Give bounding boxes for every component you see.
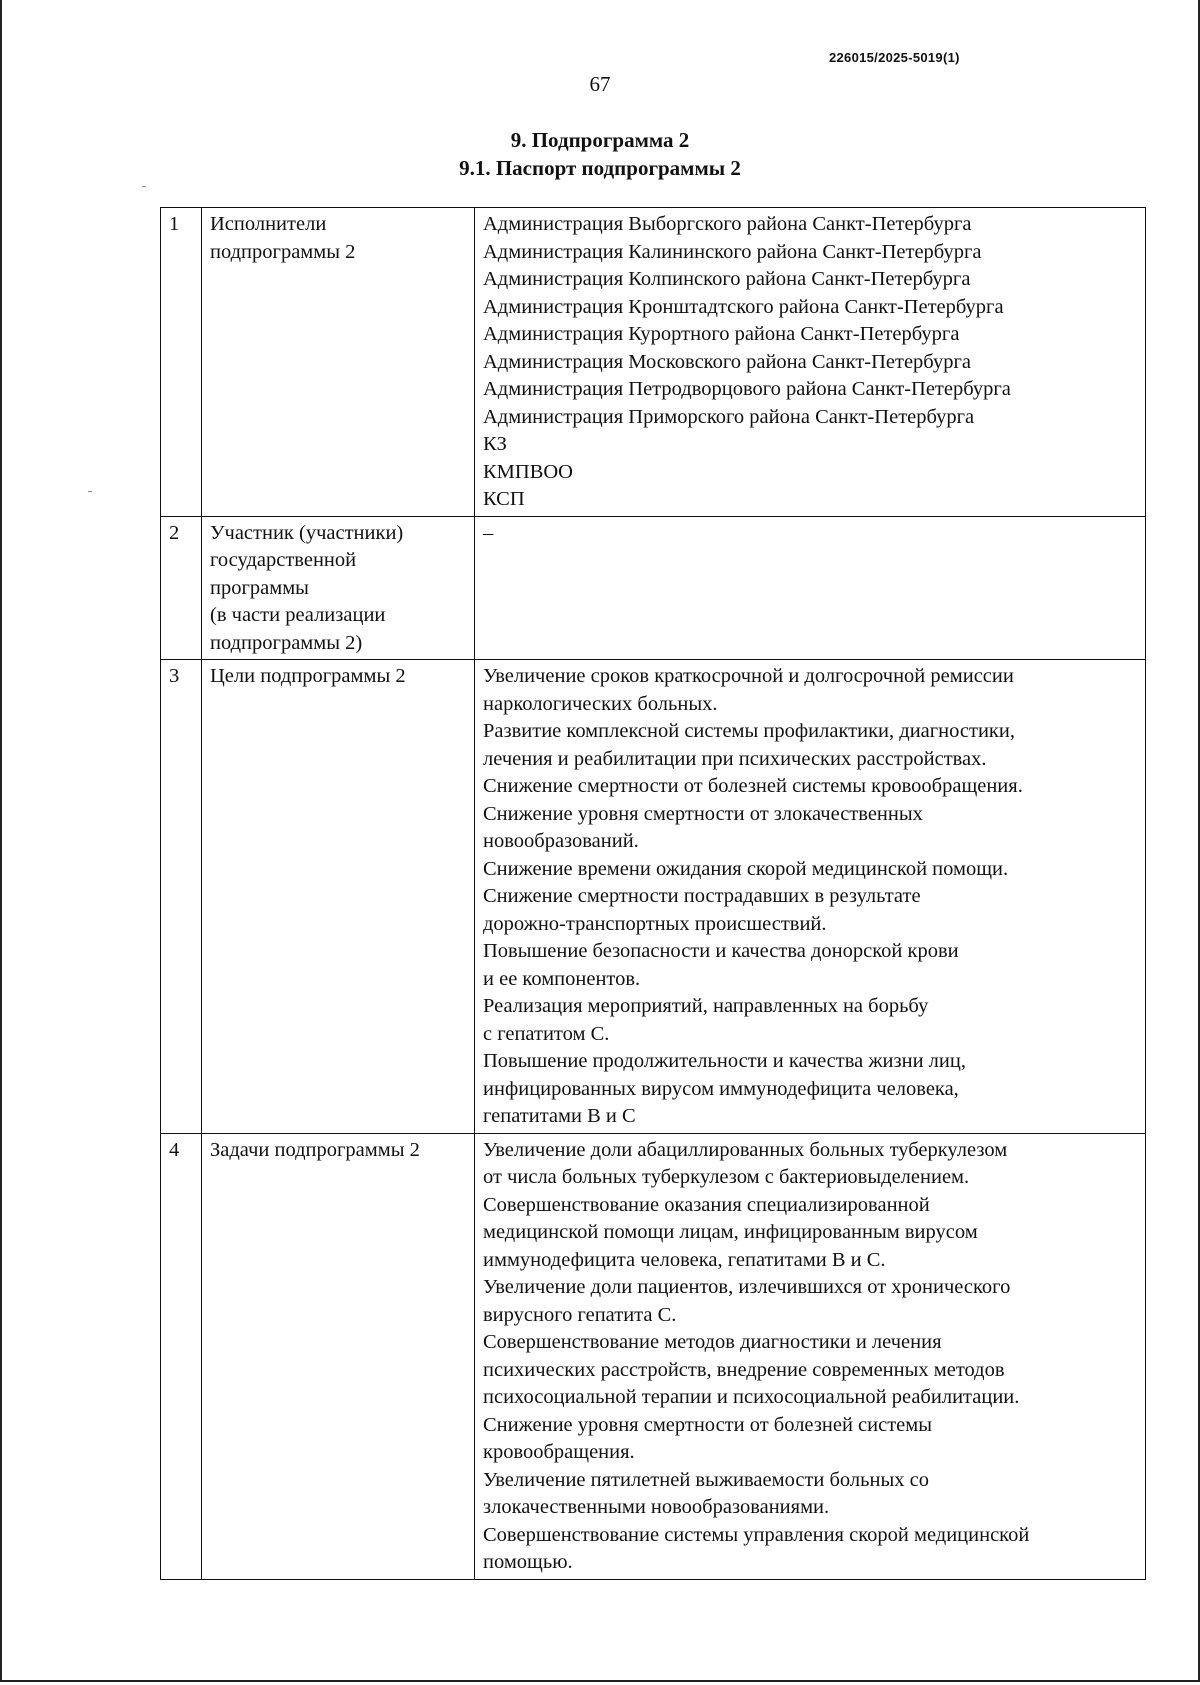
row-value-line: Совершенствование методов диагностики и лечения <box>483 1331 942 1353</box>
row-value-line: Администрация Московского района Санкт-Петербурга <box>483 350 971 373</box>
row-value-line: лечения и реабилитации при психических расстройствах. <box>483 747 987 770</box>
row-value-line: Администрация Кронштадтского района Санкт-Петербурга <box>483 295 1004 318</box>
row-value-line: КСП <box>483 488 525 510</box>
scan-mark <box>142 186 146 187</box>
row-value-line: вирусного гепатита С. <box>483 1303 677 1326</box>
row-value-cell <box>475 660 1146 1134</box>
row-value-line: от числа больных туберкулезом с бактериовыделением. <box>483 1166 970 1188</box>
section-heading: 9. Подпрограмма 2 <box>510 128 690 152</box>
row-value-line: Администрация Калининского района Санкт-Петербурга <box>483 240 982 263</box>
table-row <box>161 1133 1146 1579</box>
passport-table <box>160 207 1146 1580</box>
row-value-line: наркологических больных. <box>483 692 718 715</box>
row-number: 4 <box>161 1133 202 1579</box>
row-number: 2 <box>161 516 202 660</box>
row-value-line: Совершенствование оказания специализированной <box>483 1193 930 1216</box>
row-value-line: кровообращения. <box>483 1441 635 1463</box>
row-value-line: с гепатитом С. <box>483 1022 610 1045</box>
row-number: 1 <box>161 208 202 517</box>
row-value-line: дорожно-транспортных происшествий. <box>483 912 827 935</box>
row-label-line: (в части реализации <box>210 604 386 626</box>
table-row <box>161 516 1146 660</box>
row-value-line: Снижение уровня смертности от болезней системы <box>483 1413 933 1436</box>
row-value-line: гепатитами В и С <box>483 1105 636 1127</box>
row-value-line: – <box>483 521 494 544</box>
row-label-cell <box>202 516 475 660</box>
row-label-line: программы <box>210 576 309 599</box>
row-label-line: Исполнители <box>210 213 327 235</box>
row-value-cell <box>475 516 1146 660</box>
passport-table-body <box>161 208 1146 1580</box>
row-value-line: Повышение продолжительности и качества жизни лиц, <box>483 1050 966 1072</box>
row-label-cell <box>202 660 475 1134</box>
row-label-line: государственной <box>210 549 357 571</box>
row-value-line: Снижение смертности от болезней системы кровообращения. <box>483 775 1023 797</box>
row-number: 3 <box>161 660 202 1134</box>
row-label-line: подпрограммы 2 <box>210 240 356 263</box>
row-value-line: Администрация Приморского района Санкт-Петербурга <box>483 405 975 428</box>
row-value-line: новообразований. <box>483 830 639 852</box>
row-value-line: Увеличение сроков краткосрочной и долгосрочной ремиссии <box>483 665 1014 687</box>
row-value-line: КМПВОО <box>483 460 573 483</box>
row-value-line: психосоциальной терапии и психосоциальной реабилитации. <box>483 1386 1020 1408</box>
row-value-line: Снижение смертности пострадавших в результате <box>483 885 921 907</box>
row-label-cell <box>202 208 475 517</box>
row-value-line: Снижение времени ожидания скорой медицинской помощи. <box>483 857 1009 880</box>
row-value-line: Снижение уровня смертности от злокачественных <box>483 802 923 825</box>
row-value-line: Увеличение пятилетней выживаемости больных со <box>483 1468 929 1491</box>
row-label-cell <box>202 1133 475 1579</box>
row-value-line: злокачественными новообразованиями. <box>483 1496 830 1518</box>
row-label-line: Участник (участники) <box>210 521 404 544</box>
row-value-line: Совершенствование системы управления скорой медицинской <box>483 1523 1030 1546</box>
row-value-line: Администрация Петродворцового района Санкт-Петербурга <box>483 378 1011 400</box>
scan-mark <box>88 491 92 492</box>
row-value-line: и ее компонентов. <box>483 967 641 990</box>
row-value-cell <box>475 208 1146 517</box>
row-value-line: медицинской помощи лицам, инфицированным вирусом <box>483 1221 978 1243</box>
table-row <box>161 208 1146 517</box>
row-value-line: инфицированных вирусом иммунодефицита человека, <box>483 1077 959 1100</box>
row-value-line: Администрация Курортного района Санкт-Петербурга <box>483 323 960 345</box>
row-value-line: КЗ <box>483 433 507 455</box>
row-label-line: Цели подпрограммы 2 <box>210 665 406 687</box>
page-number: 67 <box>589 72 611 96</box>
row-value-line: иммунодефицита человека, гепатитами В и С. <box>483 1248 886 1271</box>
table-row <box>161 660 1146 1134</box>
row-value-line: помощью. <box>483 1551 573 1573</box>
document-id: 226015/2025-5019(1) <box>829 50 960 65</box>
subsection-heading: 9.1. Паспорт подпрограммы 2 <box>459 156 741 180</box>
row-value-cell <box>475 1133 1146 1579</box>
row-label-line: подпрограммы 2) <box>210 631 363 654</box>
row-value-line: Повышение безопасности и качества донорской крови <box>483 940 959 962</box>
row-value-line: Развитие комплексной системы профилактики, диагностики, <box>483 720 1015 742</box>
row-label-line: Задачи подпрограммы 2 <box>210 1138 420 1161</box>
row-value-line: Увеличение доли абациллированных больных туберкулезом <box>483 1138 1008 1161</box>
row-value-line: Администрация Колпинского района Санкт-Петербурга <box>483 268 971 290</box>
row-value-line: Увеличение доли пациентов, излечившихся от хронического <box>483 1276 1011 1298</box>
row-value-line: Реализация мероприятий, направленных на борьбу <box>483 995 929 1017</box>
row-value-line: психических расстройств, внедрение современных методов <box>483 1358 1005 1381</box>
row-value-line: Администрация Выборгского района Санкт-Петербурга <box>483 213 972 235</box>
